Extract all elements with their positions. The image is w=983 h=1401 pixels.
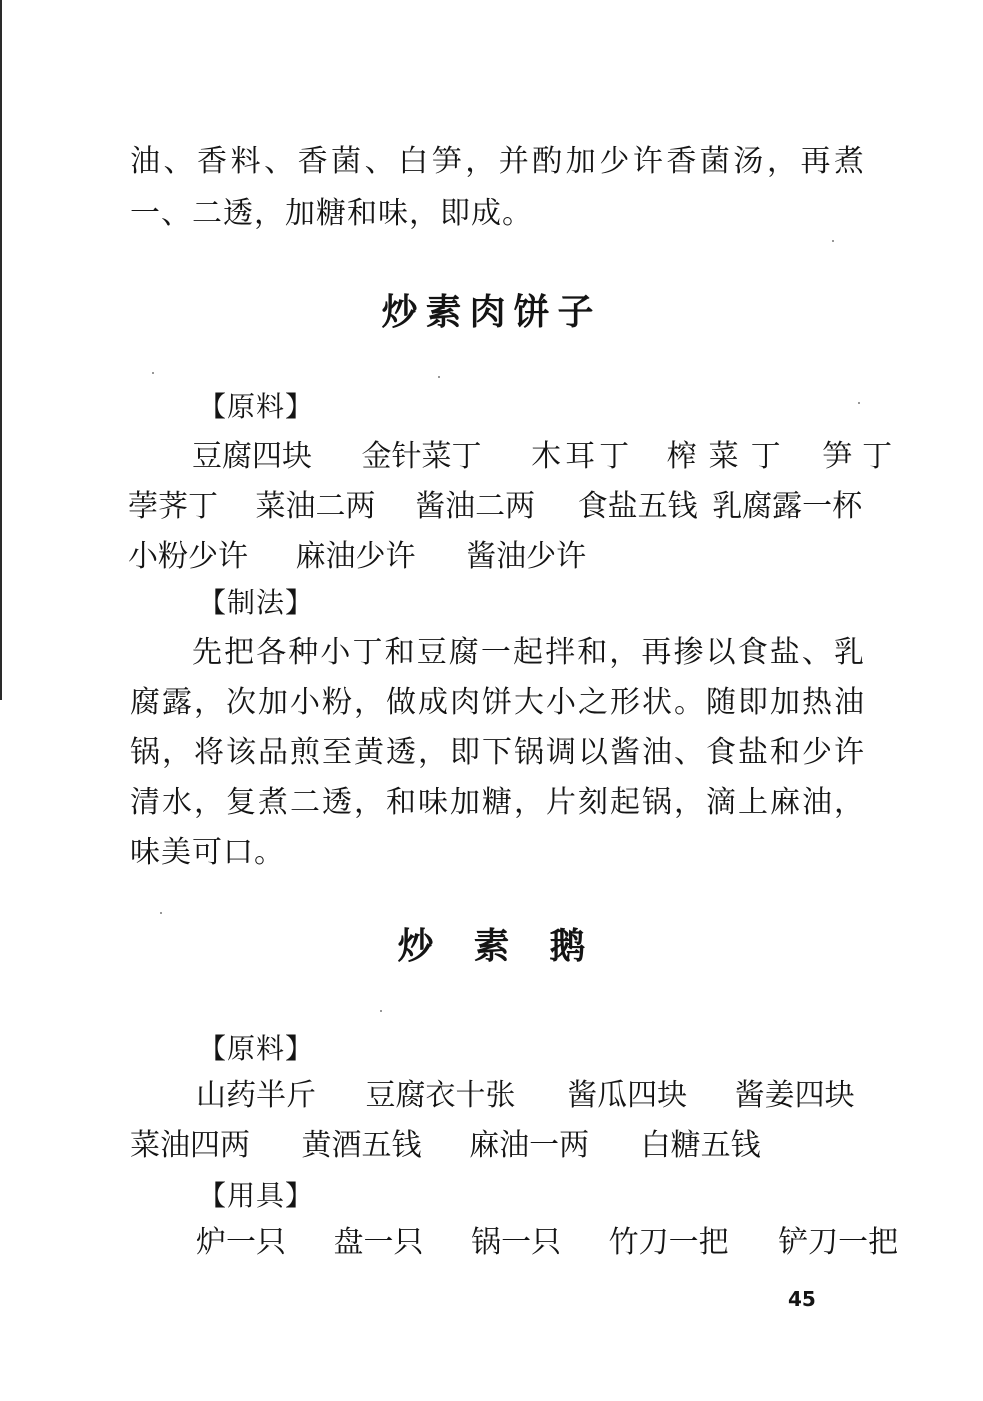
ingredient-item: 菜油二两	[255, 489, 376, 524]
ingredient-item: 酱瓜四块	[567, 1078, 688, 1113]
tool-item: 铲刀一把	[778, 1225, 899, 1260]
scan-speck	[160, 912, 162, 914]
page-number: 45	[788, 1287, 816, 1311]
ingredient-item: 麻油少许	[295, 539, 416, 574]
ingredient-item: 山药半斤	[196, 1078, 316, 1113]
ingredient-item: 笋丁	[822, 439, 903, 474]
ingredient-item: 木耳丁	[531, 439, 634, 474]
ingredient-item: 麻油一两	[469, 1128, 590, 1163]
ingredient-item: 白糖五钱	[640, 1128, 761, 1163]
binding-edge	[0, 0, 2, 700]
scan-speck	[380, 1010, 382, 1012]
tool-item: 竹刀一把	[608, 1225, 729, 1260]
ingredient-item: 黄酒五钱	[301, 1128, 422, 1163]
ingredient-item: 乳腐露一杯	[712, 489, 863, 524]
ingredient-item: 金针菜丁	[361, 439, 482, 474]
ingredient-item: 酱油二两	[415, 489, 536, 524]
scan-speck	[152, 372, 154, 374]
tools-row-1	[196, 1223, 908, 1263]
scan-speck	[832, 240, 834, 242]
ingredients-label-1: 【原料】	[198, 390, 315, 423]
ingredients-row-3	[128, 537, 596, 577]
ingredient-item: 食盐五钱	[577, 489, 698, 524]
ingredients-row-5	[130, 1126, 769, 1166]
method-line-2: 腐露，次加小粉，做成肉饼大小之形状。随即加热油	[130, 685, 865, 720]
method-line-3: 锅，将该品煎至黄透，即下锅调以酱油、食盐和少许	[130, 735, 865, 770]
intro-line-1: 油、香料、香菌、白笋，并酌加少许香菌汤，再煮	[130, 144, 865, 179]
method-line-1: 先把各种小丁和豆腐一起拌和，再掺以食盐、乳	[192, 635, 865, 670]
method-line-5: 味美可口。	[130, 835, 285, 870]
tool-item: 炉一只	[196, 1225, 286, 1260]
ingredients-row-2	[128, 487, 898, 527]
method-label-1: 【制法】	[198, 586, 315, 619]
ingredients-row-4	[196, 1076, 865, 1116]
tool-item: 锅一只	[471, 1225, 562, 1260]
ingredient-item: 酱油少许	[466, 539, 587, 574]
ingredient-item: 荸荠丁	[128, 489, 218, 524]
tool-item: 盘一只	[333, 1225, 424, 1260]
ingredient-item: 菜油四两	[130, 1128, 250, 1163]
scan-speck	[858, 402, 860, 404]
recipe-title-2: 炒素鹅	[397, 926, 626, 967]
recipe-title-1: 炒素肉饼子	[381, 292, 602, 333]
ingredient-item: 酱姜四块	[734, 1078, 855, 1113]
intro-line-2: 一、二透，加糖和味，即成。	[130, 196, 533, 231]
ingredients-row-1	[192, 437, 902, 477]
ingredient-item: 榨菜丁	[666, 439, 793, 474]
ingredient-item: 豆腐四块	[192, 439, 312, 474]
ingredient-item: 小粉少许	[128, 539, 248, 574]
scan-speck	[438, 376, 440, 378]
tools-label-2: 【用具】	[198, 1179, 315, 1212]
method-line-4: 清水，复煮二透，和味加糖，片刻起锅，滴上麻油，	[130, 785, 865, 820]
ingredient-item: 豆腐衣十张	[365, 1078, 516, 1113]
ingredients-label-2: 【原料】	[198, 1032, 315, 1065]
